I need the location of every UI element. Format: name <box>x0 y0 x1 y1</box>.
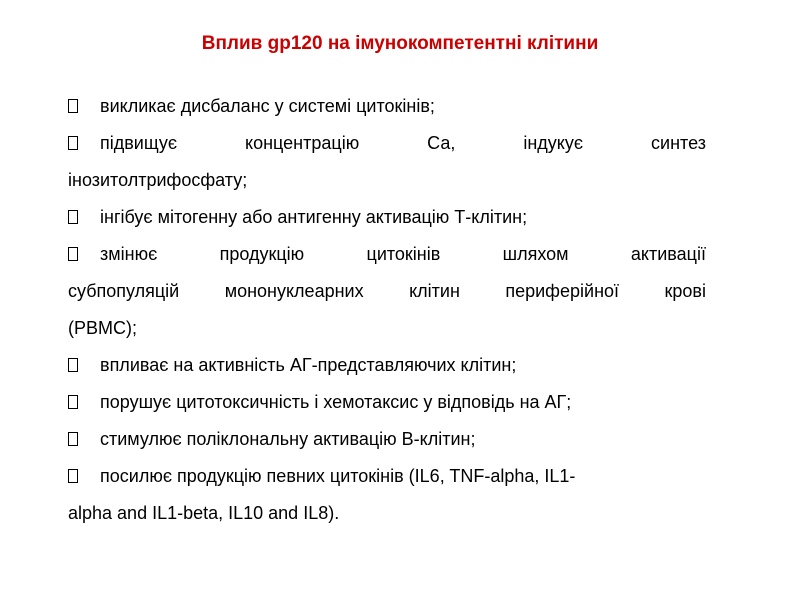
word: клітин <box>409 281 460 301</box>
word: субпопуляцій <box>68 281 180 301</box>
list-item-text: викликає дисбаланс у системі цитокінів; <box>100 96 435 116</box>
word: підвищує <box>100 133 178 153</box>
list-item <box>68 427 706 464</box>
word: шляхом <box>502 244 569 264</box>
word: крові <box>664 281 706 301</box>
list-item-continuation <box>68 501 706 538</box>
bullet-box-icon <box>68 395 78 409</box>
list-item-text: (PBMC); <box>68 318 137 338</box>
list-item-text: стимулює поліклональну активацію В-клітин; <box>100 429 476 449</box>
word: периферійної <box>505 281 620 301</box>
list-item-continuation <box>68 279 706 316</box>
bullet-box-icon <box>68 136 78 150</box>
word: Са, <box>427 133 456 153</box>
word: індукує <box>523 133 584 153</box>
word: цитокінів <box>366 244 441 264</box>
list-item <box>68 94 706 131</box>
bullet-box-icon <box>68 469 78 483</box>
bullet-box-icon <box>68 210 78 224</box>
list-item <box>68 205 706 242</box>
list-item-text: інгібує мітогенну або антигенну активацію Т-клітин; <box>100 207 528 227</box>
list-item-continuation <box>68 168 706 205</box>
list-item-text <box>68 279 706 303</box>
bullet-list <box>68 94 706 538</box>
list-item <box>68 242 706 279</box>
list-item <box>68 390 706 427</box>
bullet-box-icon <box>68 99 78 113</box>
word: синтез <box>651 133 706 153</box>
list-item <box>68 131 706 168</box>
page-title: Вплив gp120 на імунокомпетентні клітини <box>201 33 599 54</box>
list-item-text: посилює продукцію певних цитокінів (IL6, TNF-alpha, IL1- <box>100 466 576 486</box>
list-item-text: впливає на активність АГ-представляючих клітин; <box>100 355 517 375</box>
list-item-text: alpha and IL1-beta, IL10 and IL8). <box>68 503 340 523</box>
list-item-text <box>100 131 706 155</box>
bullet-box-icon <box>68 432 78 446</box>
list-item <box>68 353 706 390</box>
bullet-box-icon <box>68 247 78 261</box>
list-item-text: інозитолтрифосфату; <box>68 170 248 190</box>
list-item-text: порушує цитотоксичність і хемотаксис у відповідь на АГ; <box>100 392 572 412</box>
bullet-box-icon <box>68 358 78 372</box>
word: мононуклеарних <box>224 281 364 301</box>
list-item-text <box>100 242 706 266</box>
word: змінює <box>100 244 158 264</box>
list-item <box>68 464 706 501</box>
word: продукцію <box>219 244 305 264</box>
list-item-continuation <box>68 316 706 353</box>
word: активації <box>630 244 706 264</box>
word: концентрацію <box>245 133 360 153</box>
